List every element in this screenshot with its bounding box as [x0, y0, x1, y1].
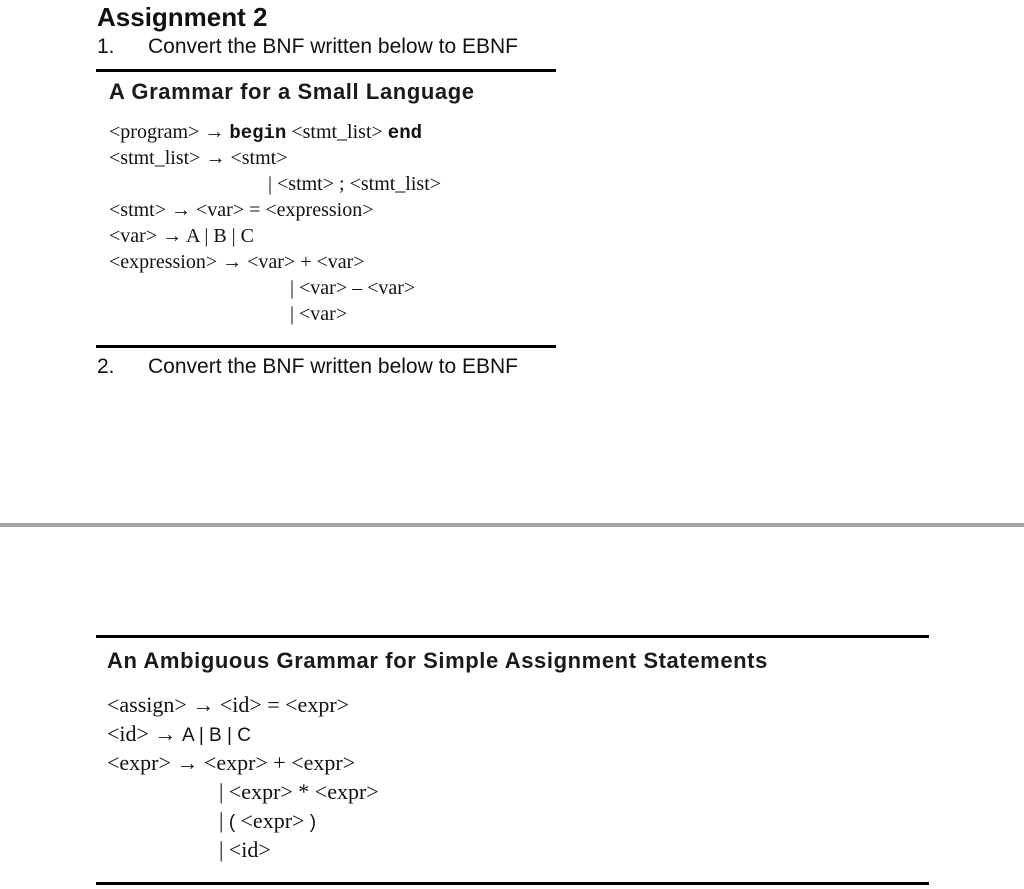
- grammar-2-title: An Ambiguous Grammar for Simple Assignment Statements: [107, 648, 768, 673]
- grammar-1-line-7: | <var> – <var>: [290, 277, 416, 299]
- question-2-text: Convert the BNF written below to EBNF: [148, 355, 518, 378]
- grammar-1-line-8: | <var>: [290, 303, 348, 325]
- grammar-2-line-5: [219, 807, 316, 837]
- g2-l5-c: <expr>: [240, 808, 305, 833]
- keyword-end: end: [387, 122, 423, 144]
- grammar-2-line-1: <assign> → <id> = <expr>: [107, 692, 350, 717]
- question-1-text: Convert the BNF written below to EBNF: [148, 35, 518, 58]
- grammar-1-line-3: | <stmt> ; <stmt_list>: [268, 173, 442, 195]
- g1-l1-a: <program> →: [109, 121, 230, 143]
- g2-l5-d: ): [304, 812, 317, 833]
- question-2-number: 2.: [97, 355, 115, 378]
- g2-l2-a: <id> →: [107, 721, 182, 746]
- question-1-number: 1.: [97, 35, 115, 58]
- grammar-1-line-2: <stmt_list> → <stmt>: [109, 147, 288, 169]
- page-divider: [0, 523, 1024, 527]
- grammar-2-line-6: | <id>: [219, 837, 271, 862]
- g1-l1-b: <stmt_list>: [286, 121, 388, 143]
- grammar-1-line-1: [109, 119, 422, 146]
- grammar-1-line-6: <expression> → <var> + <var>: [109, 251, 365, 273]
- grammar-2-top-rule: [96, 635, 929, 638]
- page-title: Assignment 2: [97, 2, 268, 32]
- g2-l5-b: (: [228, 812, 241, 833]
- grammar-1-line-5: <var> → A | B | C: [109, 225, 255, 247]
- keyword-begin: begin: [229, 122, 287, 144]
- g2-l2-b: A | B | C: [181, 725, 251, 746]
- grammar-1-bottom-rule: [96, 345, 556, 348]
- grammar-2-line-3: <expr> → <expr> + <expr>: [107, 750, 356, 775]
- grammar-2-line-2: [107, 720, 251, 750]
- grammar-2-line-4: | <expr> * <expr>: [219, 779, 379, 804]
- grammar-1-top-rule: [96, 69, 556, 72]
- grammar-1-line-4: <stmt> → <var> = <expression>: [109, 199, 374, 221]
- g2-l5-a: |: [219, 808, 229, 833]
- grammar-1-title: A Grammar for a Small Language: [109, 79, 475, 104]
- grammar-2-bottom-rule: [96, 882, 929, 885]
